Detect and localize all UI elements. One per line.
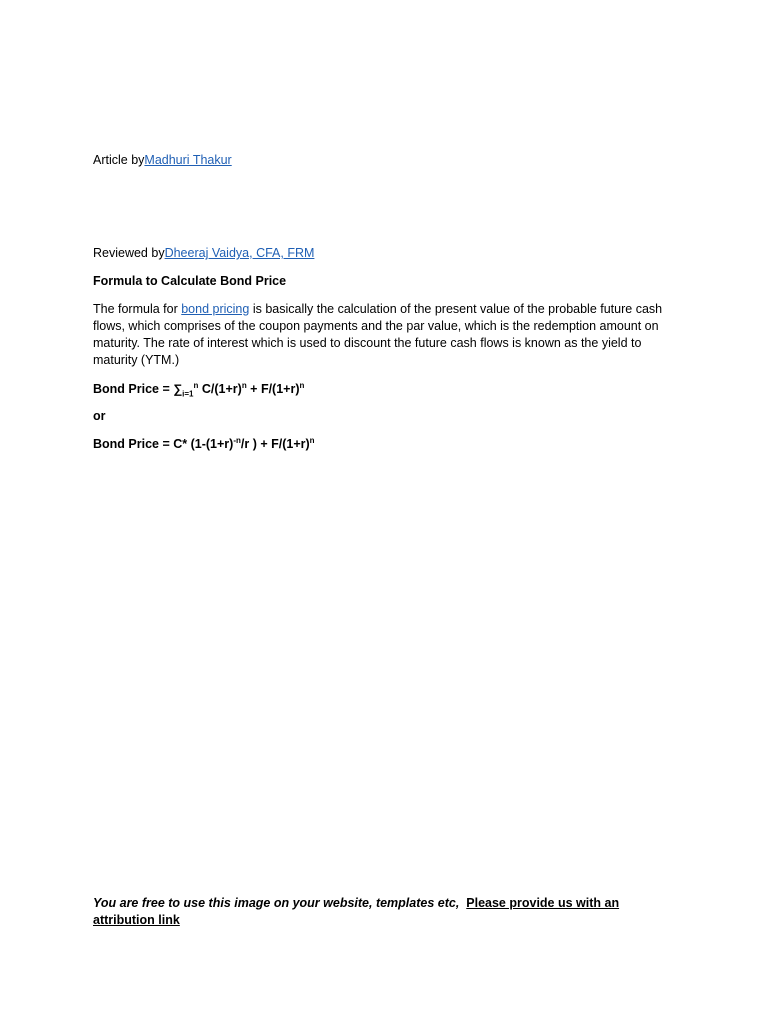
formula-2 (93, 437, 315, 451)
sum-symbol: ∑ (173, 382, 183, 396)
body-paragraph (93, 301, 678, 369)
image-usage-notice (93, 895, 653, 929)
formula-2-part-2: /r ) + F/(1+r) (240, 437, 310, 451)
or-separator: or (93, 409, 106, 423)
attribution-link[interactable]: Please provide us with an attribution link (93, 896, 620, 927)
sum-upper-limit: n (193, 380, 199, 390)
sum-lower-limit: i=1 (182, 389, 194, 399)
author-link[interactable]: Madhuri Thakur (144, 153, 232, 167)
bond-pricing-link[interactable]: bond pricing (181, 302, 250, 316)
review-byline-prefix: Reviewed by (93, 246, 165, 260)
paragraph-text-end: is basically the calculation of the present value of the probable future cash flows, which comprises of the coupon payments and the par value, which is the redemption amount on maturity. The rate of interest which is used to discount the future cash flows is known as the yield to maturity (YTM.) (93, 302, 663, 367)
formula-1-term-1: C/(1+r) (198, 382, 242, 396)
article-byline (93, 153, 232, 167)
review-byline (93, 246, 314, 260)
formula-1-term-2: + F/(1+r) (246, 382, 300, 396)
formula-2-exponent-1: -n (233, 435, 241, 445)
formula-1-term-1-exponent: n (241, 380, 247, 390)
reviewer-link[interactable]: Dheeraj Vaidya, CFA, FRM (164, 246, 315, 260)
article-byline-prefix: Article by (93, 153, 145, 167)
formula-1-lhs: Bond Price = (93, 382, 174, 396)
section-heading: Formula to Calculate Bond Price (93, 274, 287, 288)
formula-1-term-2-exponent: n (299, 380, 305, 390)
formula-2-exponent-2: n (309, 435, 315, 445)
formula-2-part-1: Bond Price = C* (1-(1+r) (93, 437, 234, 451)
usage-notice-text: You are free to use this image on your website, templates etc, (93, 896, 460, 910)
formula-1 (93, 380, 305, 399)
paragraph-text-start: The formula for (93, 302, 182, 316)
